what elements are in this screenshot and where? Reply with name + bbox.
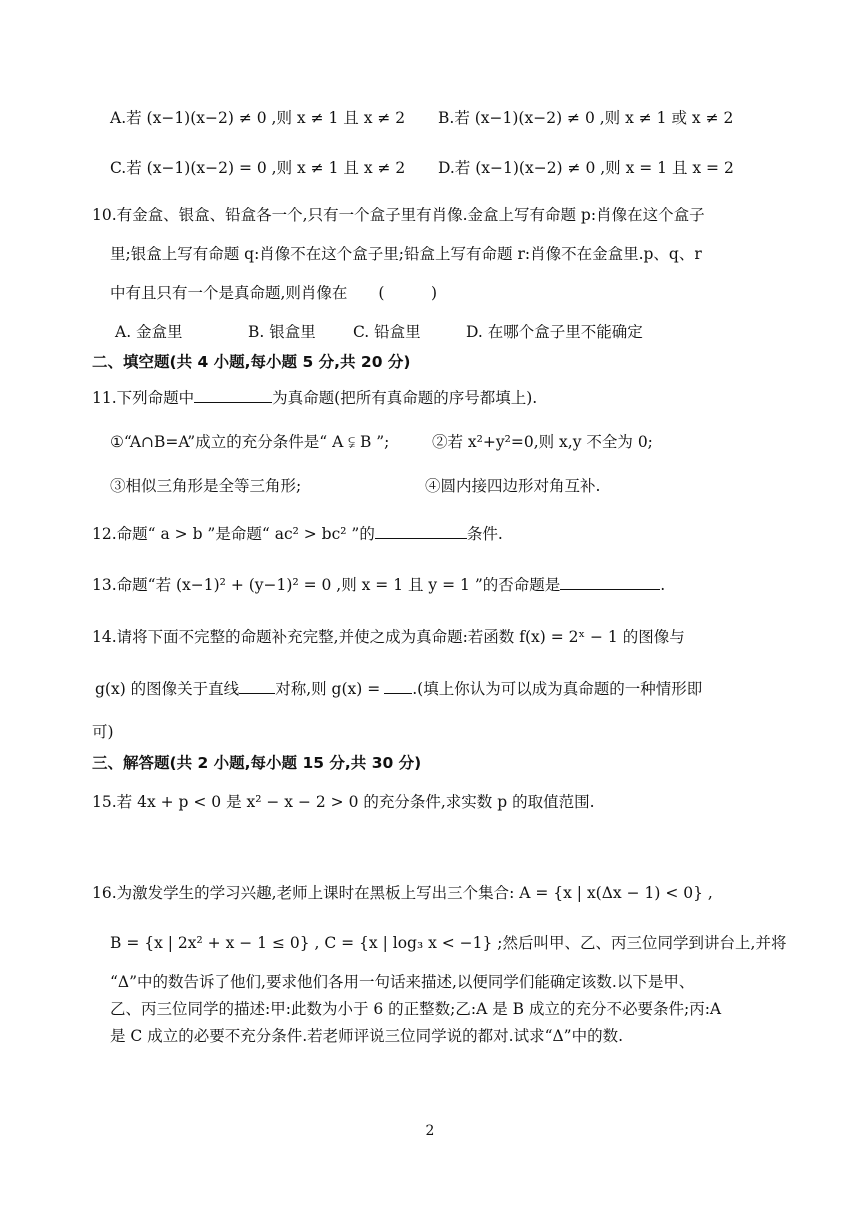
q10-line-2: 里;银盒上写有命题 q:肖像不在这个盒子里;铅盒上写有命题 r:肖像不在金盒里.p、q、r: [110, 245, 702, 263]
q11-item-3: ③相似三角形是全等三角形;: [110, 477, 302, 495]
q14-line-2: [95, 677, 702, 699]
q16-line-5: 是 C 成立的必要不充分条件.若老师评说三位同学说的都对.试求“Δ”中的数.: [110, 1027, 624, 1045]
q10-option-c: C. 铅盒里: [353, 323, 421, 341]
q11-stem-pre: 11.下列命题中: [92, 389, 195, 407]
q14-line-2-pre: g(x) 的图像关于直线: [95, 680, 240, 698]
q11-stem: [92, 386, 537, 408]
q10-option-a: A. 金盒里: [115, 323, 183, 341]
q13-stem: [92, 573, 665, 595]
q9-option-b: B.若 (x−1)(x−2) ≠ 0 ,则 x ≠ 1 或 x ≠ 2: [438, 109, 734, 127]
section-heading-solutions: 三、解答题(共 2 小题,每小题 15 分,共 30 分): [92, 754, 422, 772]
q11-item-4: ④圆内接四边形对角互补.: [425, 477, 601, 495]
q10-option-d: D. 在哪个盒子里不能确定: [466, 323, 643, 341]
q14-function-blank[interactable]: [384, 677, 412, 694]
q13-stem-pre: 13.命题“若 (x−1)² + (y−1)² = 0 ,则 x = 1 且 y = 1 ”的否命题是: [92, 576, 561, 594]
q14-line-blank[interactable]: [239, 677, 275, 694]
q14-line-3: 可): [92, 723, 114, 741]
q12-stem: [92, 522, 503, 544]
q16-line-3: “Δ”中的数告诉了他们,要求他们各用一句话来描述,以便同学们能确定该数.以下是甲、: [110, 973, 695, 991]
q14-line-1: 14.请将下面不完整的命题补充完整,并使之成为真命题:若函数 f(x) = 2ˣ − 1 的图像与: [92, 628, 685, 646]
q16-line-1: 16.为激发学生的学习兴趣,老师上课时在黑板上写出三个集合: A = {x | x(Δx − 1) < 0} ,: [92, 884, 713, 902]
q10-line-1: 10.有金盒、银盒、铅盒各一个,只有一个盒子里有肖像.金盒上写有命题 p:肖像在这个盒子: [92, 206, 705, 224]
q15-stem: 15.若 4x + p < 0 是 x² − x − 2 > 0 的充分条件,求实数 p 的取值范围.: [92, 793, 595, 811]
q10-line-3: 中有且只有一个是真命题,则肖像在 ( ): [110, 284, 438, 302]
q11-answer-blank[interactable]: [194, 386, 272, 403]
q11-item-2: ②若 x²+y²=0,则 x,y 不全为 0;: [432, 433, 653, 451]
q13-stem-post: .: [660, 576, 666, 594]
q16-line-2: B = {x | 2x² + x − 1 ≤ 0} , C = {x | log₃ x < −1} ;然后叫甲、乙、丙三位同学到讲台上,并将: [110, 934, 787, 952]
q16-line-4: 乙、丙三位同学的描述:甲:此数为小于 6 的正整数;乙:A 是 B 成立的充分不必要条件;丙:A: [110, 1000, 722, 1018]
q9-option-c: C.若 (x−1)(x−2) = 0 ,则 x ≠ 1 且 x ≠ 2: [110, 159, 406, 177]
q9-option-d: D.若 (x−1)(x−2) ≠ 0 ,则 x = 1 且 x = 2: [438, 159, 734, 177]
q9-option-a: A.若 (x−1)(x−2) ≠ 0 ,则 x ≠ 1 且 x ≠ 2: [110, 109, 406, 127]
q14-line-2-mid: 对称,则 g(x) =: [275, 680, 381, 698]
q12-stem-post: 条件.: [466, 525, 503, 543]
q13-answer-blank[interactable]: [560, 573, 660, 590]
section-heading-fill-in: 二、填空题(共 4 小题,每小题 5 分,共 20 分): [92, 353, 411, 371]
page-number: 2: [425, 1123, 435, 1139]
q12-stem-pre: 12.命题“ a > b ”是命题“ ac² > bc² ”的: [92, 525, 375, 543]
q11-stem-post: 为真命题(把所有真命题的序号都填上).: [272, 389, 538, 407]
q11-item-1: ①“A∩B=A”成立的充分条件是“ A ⫋ B ”;: [110, 433, 390, 451]
q12-answer-blank[interactable]: [375, 522, 467, 539]
q14-line-2-post: .(填上你认为可以成为真命题的一种情形即: [412, 680, 703, 698]
q10-option-b: B. 银盒里: [248, 323, 316, 341]
